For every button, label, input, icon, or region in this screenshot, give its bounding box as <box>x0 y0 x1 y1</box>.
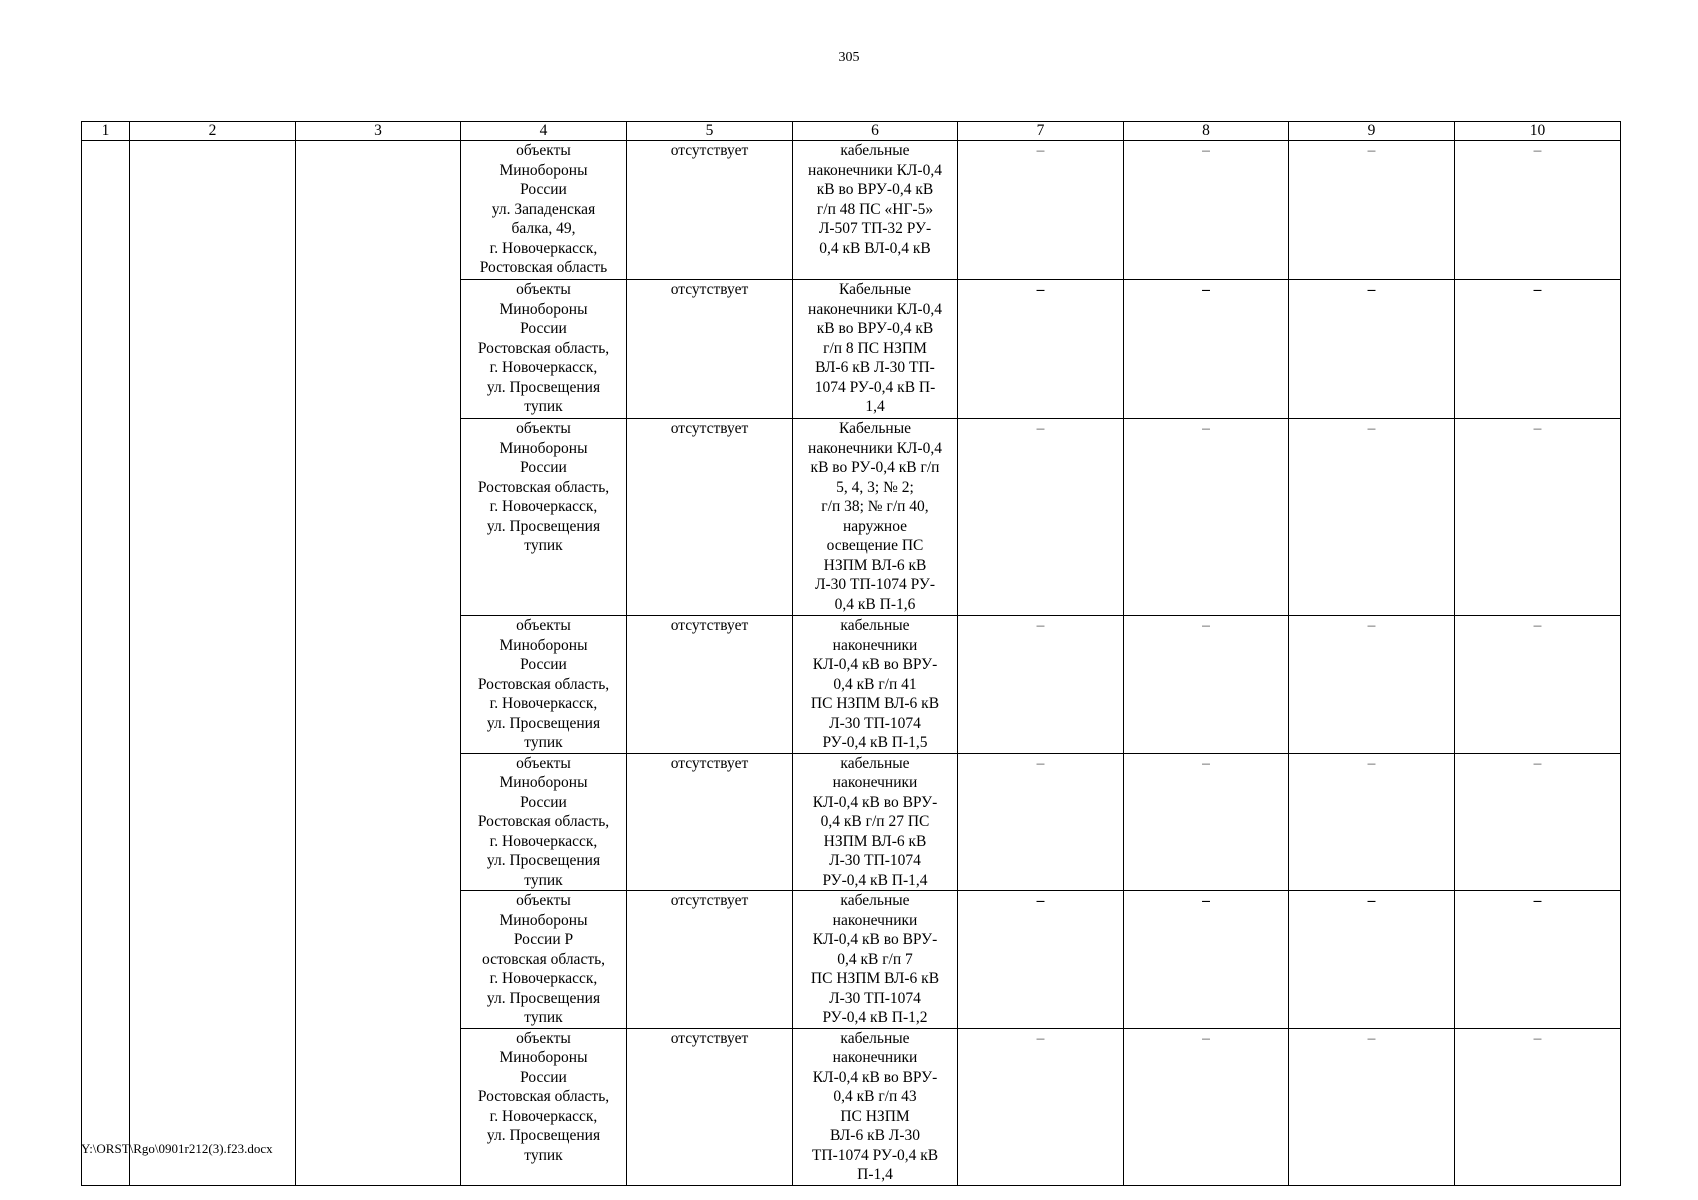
column-header: 3 <box>296 122 461 141</box>
object-cell: объекты Минобороны России Ростовская область, г. Новочеркасск, ул. Просвещения тупик <box>461 419 627 616</box>
dash-cell: – <box>1124 891 1289 1029</box>
status-cell: отсутствует <box>627 419 793 616</box>
boundary-cell: кабельные наконечники КЛ-0,4 кВ во ВРУ-0,4 кВ г/п 48 ПС «НГ-5» Л-507 ТП-32 РУ- 0,4 кВ ВЛ-0,4 кВ <box>793 141 958 280</box>
dash-cell: – <box>1289 753 1455 891</box>
boundary-cell: Кабельные наконечники КЛ-0,4 кВ во РУ-0,4 кВ г/п 5, 4, 3; № 2; г/п 38; № г/п 40, наружное освещение ПС НЗПМ ВЛ-6 кВ Л-30 ТП-1074 РУ- 0,4 кВ П-1,6 <box>793 419 958 616</box>
dash-cell: – <box>1124 616 1289 754</box>
object-cell: объекты Минобороны России ул. Западенская балка, 49, г. Новочеркасск, Ростовская область <box>461 141 627 280</box>
table-body <box>82 141 1621 1186</box>
dash-cell: – <box>958 1028 1124 1185</box>
status-cell: отсутствует <box>627 753 793 891</box>
dash-cell: – <box>958 280 1124 419</box>
dash-cell: – <box>958 419 1124 616</box>
dash-cell: – <box>1455 1028 1621 1185</box>
data-table <box>81 121 1621 1186</box>
column-header: 5 <box>627 122 793 141</box>
dash-cell: – <box>1124 753 1289 891</box>
boundary-cell: Кабельные наконечники КЛ-0,4 кВ во ВРУ-0,4 кВ г/п 8 ПС НЗПМ ВЛ-6 кВ Л-30 ТП- 1074 РУ-0,4 кВ П- 1,4 <box>793 280 958 419</box>
footer-file-path: Y:\ORST\Rgo\0901r212(3).f23.docx <box>81 1141 273 1156</box>
dash-cell: – <box>1289 1028 1455 1185</box>
object-cell: объекты Минобороны России Ростовская область, г. Новочеркасск, ул. Просвещения тупик <box>461 1028 627 1185</box>
object-cell: объекты Минобороны России Ростовская область, г. Новочеркасск, ул. Просвещения тупик <box>461 753 627 891</box>
dash-cell: – <box>1455 616 1621 754</box>
boundary-cell: кабельные наконечники КЛ-0,4 кВ во ВРУ- 0,4 кВ г/п 43 ПС НЗПМ ВЛ-6 кВ Л-30 ТП-1074 РУ-0,4 кВ П-1,4 <box>793 1028 958 1185</box>
column-header: 9 <box>1289 122 1455 141</box>
column-header: 4 <box>461 122 627 141</box>
column-header: 2 <box>130 122 296 141</box>
column-header: 10 <box>1455 122 1621 141</box>
boundary-cell: кабельные наконечники КЛ-0,4 кВ во ВРУ- 0,4 кВ г/п 27 ПС НЗПМ ВЛ-6 кВ Л-30 ТП-1074 РУ-0,4 кВ П-1,4 <box>793 753 958 891</box>
col-3-cell <box>296 141 461 1186</box>
col-2-cell <box>130 141 296 1186</box>
dash-cell: – <box>1124 280 1289 419</box>
status-cell: отсутствует <box>627 891 793 1029</box>
dash-cell: – <box>1289 280 1455 419</box>
status-cell: отсутствует <box>627 141 793 280</box>
dash-cell: – <box>1455 141 1621 280</box>
status-cell: отсутствует <box>627 280 793 419</box>
dash-cell: – <box>1289 419 1455 616</box>
boundary-cell: кабельные наконечники КЛ-0,4 кВ во ВРУ- 0,4 кВ г/п 7 ПС НЗПМ ВЛ-6 кВ Л-30 ТП-1074 РУ-0,4 кВ П-1,2 <box>793 891 958 1029</box>
dash-cell: – <box>958 891 1124 1029</box>
status-cell: отсутствует <box>627 1028 793 1185</box>
dash-cell: – <box>1124 419 1289 616</box>
column-header: 7 <box>958 122 1124 141</box>
dash-cell: – <box>1124 1028 1289 1185</box>
dash-cell: – <box>1455 280 1621 419</box>
dash-cell: – <box>1455 891 1621 1029</box>
dash-cell: – <box>1124 141 1289 280</box>
dash-cell: – <box>1289 616 1455 754</box>
object-cell: объекты Минобороны России Р остовская область, г. Новочеркасск, ул. Просвещения тупик <box>461 891 627 1029</box>
dash-cell: – <box>958 753 1124 891</box>
object-cell: объекты Минобороны России Ростовская область, г. Новочеркасск, ул. Просвещения тупик <box>461 280 627 419</box>
dash-cell: – <box>1455 753 1621 891</box>
dash-cell: – <box>1289 141 1455 280</box>
header-row <box>82 122 1621 141</box>
status-cell: отсутствует <box>627 616 793 754</box>
dash-cell: – <box>1289 891 1455 1029</box>
column-header: 1 <box>82 122 130 141</box>
object-cell: объекты Минобороны России Ростовская область, г. Новочеркасск, ул. Просвещения тупик <box>461 616 627 754</box>
dash-cell: – <box>958 616 1124 754</box>
table-row <box>82 141 1621 280</box>
column-header: 8 <box>1124 122 1289 141</box>
dash-cell: – <box>958 141 1124 280</box>
boundary-cell: кабельные наконечники КЛ-0,4 кВ во ВРУ- 0,4 кВ г/п 41 ПС НЗПМ ВЛ-6 кВ Л-30 ТП-1074 РУ-0,4 кВ П-1,5 <box>793 616 958 754</box>
dash-cell: – <box>1455 419 1621 616</box>
column-header: 6 <box>793 122 958 141</box>
col-1-cell <box>82 141 130 1186</box>
page-number: 305 <box>838 50 860 65</box>
